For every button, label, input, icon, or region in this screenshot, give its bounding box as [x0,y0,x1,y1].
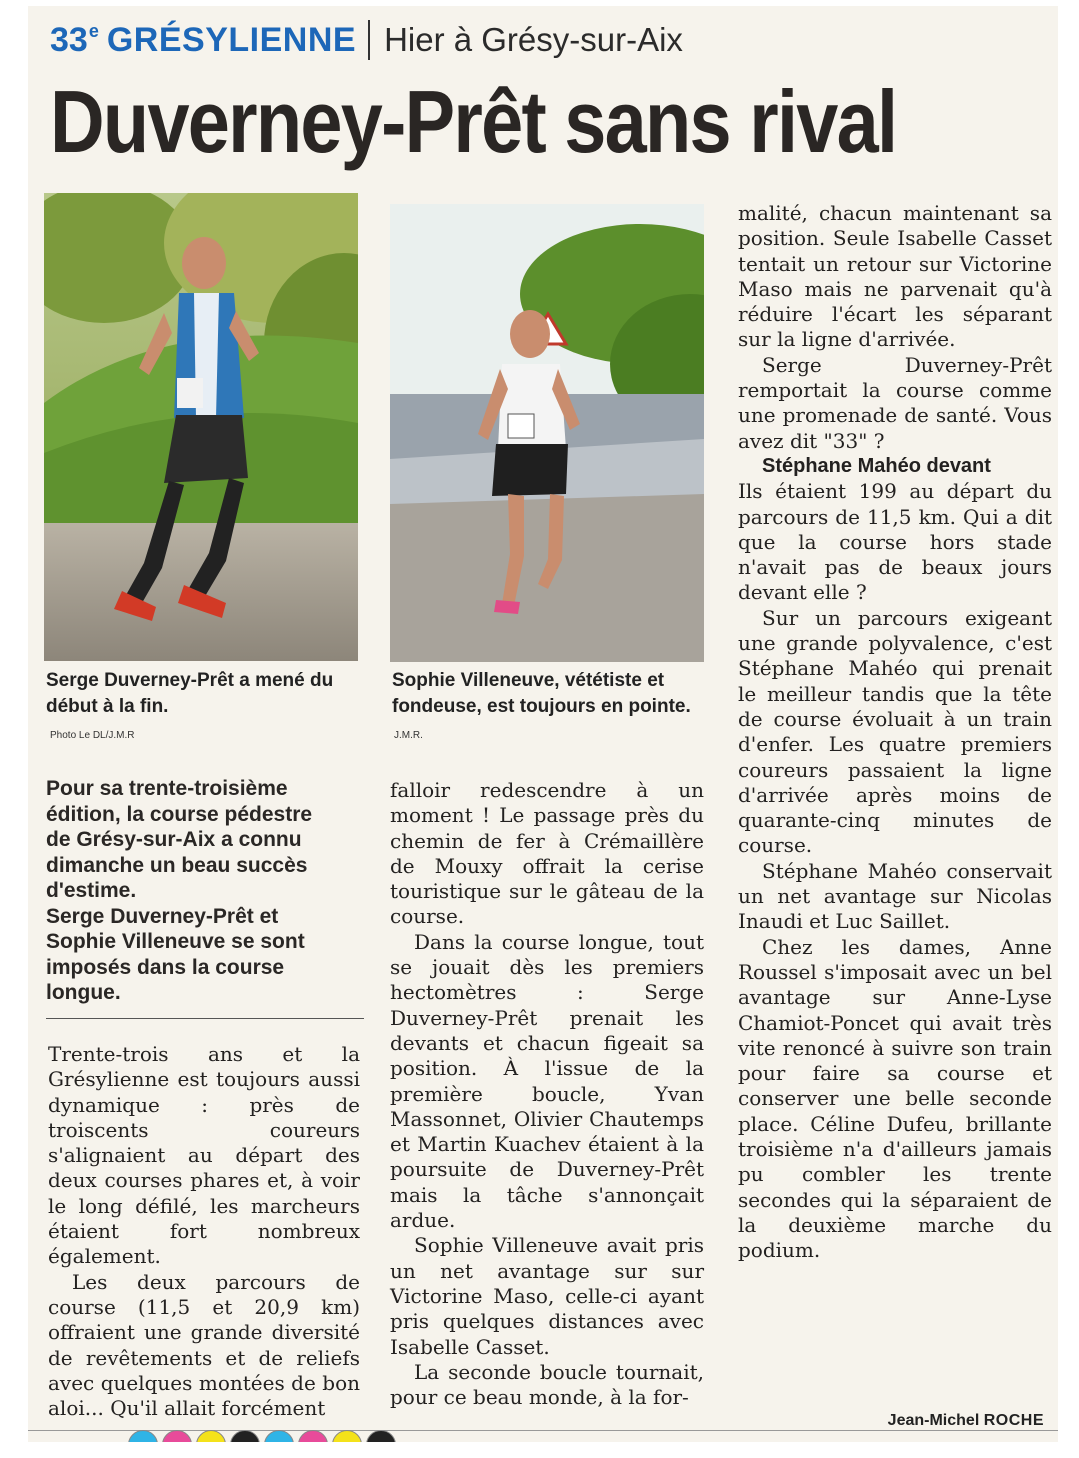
body-paragraph: Serge Duverney-Prêt remportait la course comme une promenade de santé. Vous avez dit "33" ? [738,352,1052,453]
kicker-subtitle: Hier à Grésy-sur-Aix [384,21,683,58]
body-paragraph: falloir redescendre à un moment ! Le passage près du chemin de fer à Crémaillère de Mouxy offrait la cerise touristique sur le gâteau de la course. [390,778,704,929]
lead-text-1: Pour sa trente-troisième édition, la course pédestre de Grésy-sur-Aix a connu dimanche un beau succès d'estime. [46,777,313,902]
kicker [50,16,683,64]
photo2-caption [392,668,712,720]
body-paragraph: malité, chacun maintenant sa position. Seule Isabelle Casset tentait un retour sur Victorine Maso mais ne parvenait qu'à réduire l'écart les séparant sur la ligne d'arrivée. [738,201,1052,352]
print-mark-dot [298,1430,328,1442]
photo1-caption-line1: Serge Duverney-Prêt a mené du [46,670,334,691]
body-paragraph: Stéphane Mahéo conservait un net avantage sur Nicolas Inaudi et Luc Saillet. [738,858,1052,934]
photo-runner-female [390,204,704,662]
photo1-caption [46,668,366,720]
headline: Duverney-Prêt sans rival [50,72,897,171]
divider-rule [46,1018,364,1019]
body-column-2 [390,778,704,1410]
lead-text-2: Serge Duverney-Prêt et Sophie Villeneuve se sont imposés dans la course longue. [46,904,305,1004]
body-paragraph: Les deux parcours de course (11,5 et 20,9 km) offraient une grande diversité de revêtements et de reliefs avec quelques montées de bon aloi... Qu'il allait forcément [48,1269,360,1421]
body-paragraph: Trente-trois ans et la Grésylienne est toujours aussi dynamique : près de troiscents coureurs s'alignaient au départ des deux courses phares et, à voir le long défilé, les marcheurs étaient fort nombreux également. [48,1042,360,1269]
author-first-name: Jean-Michel [887,1412,980,1429]
author-last-name: ROCHE [983,1412,1044,1429]
photo2-caption-line1: Sophie Villeneuve, vététiste et [392,670,665,691]
photo-runner-male [44,193,358,661]
kicker-divider [368,20,370,60]
body-paragraph: Sur un parcours exigeant une grande polyvalence, c'est Stéphane Mahéo qui prenait le meilleur tandis que la tête de course évoluait à un train d'enfer. Les quatre premiers coureurs passaient la ligne d'arrivée après moins de quarante-cinq minutes de course. [738,605,1052,858]
print-mark-dot [332,1430,362,1442]
section-subhead: Stéphane Mahéo devant [762,454,991,477]
print-mark-dot [128,1430,158,1442]
edition-number: 33e [50,20,99,59]
photo2-caption-line2: fondeuse, est toujours en pointe. [392,696,691,717]
print-color-marks [128,1430,396,1442]
photo1-credit: Photo Le DL/J.M.R [50,730,135,741]
print-mark-dot [196,1430,226,1442]
photo2-credit: J.M.R. [394,730,423,741]
author-signature [888,1412,1044,1430]
body-column-1 [48,1042,360,1421]
body-paragraph: Dans la course longue, tout se jouait dès les premiers hectomètres : Serge Duverney-Prêt prenait les devants et chacun figeait sa position. À l'issue de la première boucle, Yvan Massonnet, Olivier Chautemps et Martin Kuachev étaient à la poursuite de Duverney-Prêt mais la tâche s'annonçait ardue. [390,929,704,1233]
photo1-caption-line2: début à la fin. [46,696,169,717]
body-column-3 [738,201,1052,1263]
body-paragraph: Ils étaient 199 au départ du parcours de 11,5 km. Qui a dit que la course hors stade n'avait pas de beaux jours devant elle ? [738,479,1052,605]
body-paragraph: Sophie Villeneuve avait pris un net avantage sur sur Victorine Maso, celle-ci ayant pris quelques distances avec Isabelle Casset. [390,1233,704,1359]
lead-paragraph [46,776,316,1006]
print-mark-dot [366,1430,396,1442]
body-paragraph: La seconde boucle tournait, pour ce beau monde, à la for- [390,1359,704,1410]
newspaper-clipping [28,6,1058,1442]
print-mark-dot [264,1430,294,1442]
print-mark-dot [162,1430,192,1442]
event-name: GRÉSYLIENNE [106,20,357,59]
print-mark-dot [230,1430,260,1442]
body-paragraph: Chez les dames, Anne Roussel s'imposait avec un bel avantage sur Anne-Lyse Chamiot-Poncet qui avait très vite renoncé à suivre son train pour faire sa course et conserver une belle seconde place. Céline Dufeu, brillante troisième n'a d'ailleurs jamais pu combler les trente secondes qui la séparaient de la deuxième marche du podium. [738,934,1052,1263]
